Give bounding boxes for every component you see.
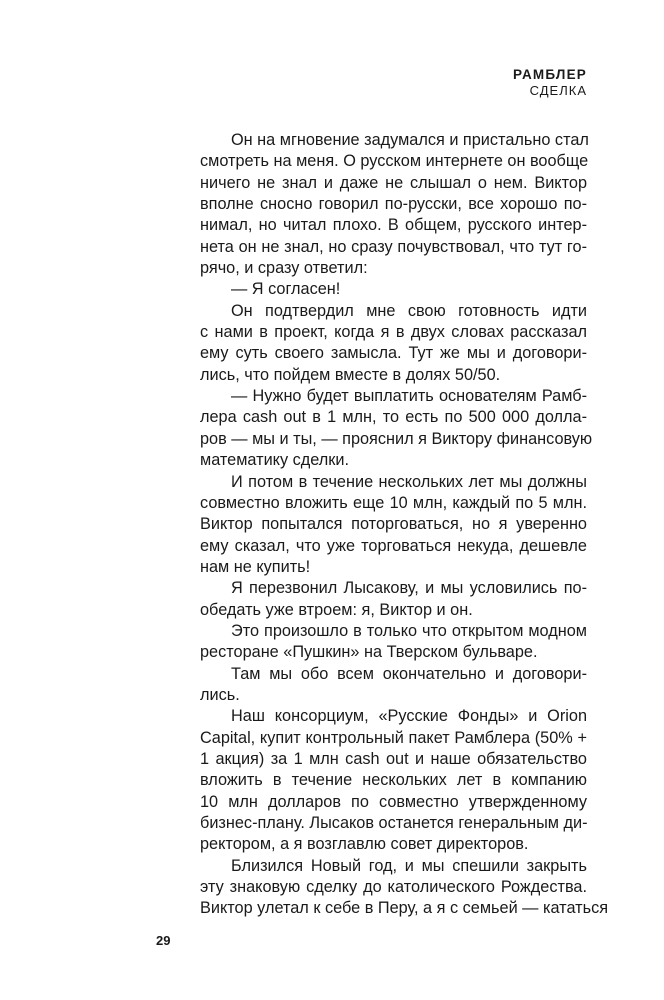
body-text <box>200 130 609 920</box>
text-line: ничего не знал и даже не слышал о нем. Виктор <box>200 173 587 192</box>
text-line: вполне сносно говорил по-русски, все хорошо по- <box>200 195 587 214</box>
text-line: ему сказал, что уже торговаться некуда, дешевле <box>200 536 587 555</box>
text-line: рячо, и сразу ответил: <box>200 259 368 278</box>
running-head <box>513 67 587 99</box>
text-line: Это произошло в только что открытом модном <box>231 621 587 640</box>
text-line: обедать уже втроем: я, Виктор и он. <box>200 600 473 619</box>
text-line: Capital, купит контрольный пакет Рамблера (50% + <box>200 728 587 747</box>
text-line: 10 млн долларов по совместно утвержденному <box>200 792 587 811</box>
text-line: 1 акция) за 1 млн cash out и наше обязательство <box>200 749 587 768</box>
text-line: Я перезвонил Лысакову, и мы условились по- <box>231 579 587 598</box>
text-line: совместно вложить еще 10 млн, каждый по 5 млн. <box>200 493 587 512</box>
running-head-title: РАМБЛЕР <box>512 67 587 82</box>
text-line: бизнес-плану. Лысаков останется генеральным ди- <box>200 814 588 832</box>
text-line: смотреть на меня. О русском интернете он вообще <box>200 152 589 171</box>
text-line: Виктор попытался поторговаться, но я уверенно <box>200 515 587 534</box>
text-line: Близился Новый год, и мы спешили закрыть <box>231 856 587 875</box>
text-line: ров — мы и ты, — прояснил я Виктору финансовую <box>200 429 593 448</box>
text-line: Наш консорциум, «Русские Фонды» и Orion <box>231 707 587 726</box>
text-line: вложить в течение нескольких лет в компанию <box>200 771 587 790</box>
text-line: Виктор улетал к себе в Перу, а я с семьей — кататься <box>200 899 609 918</box>
text-line: лись. <box>200 685 240 704</box>
text-line: нам не купить! <box>200 557 311 576</box>
text-line: эту знаковую сделку до католического Рождества. <box>200 878 587 897</box>
text-line: — Я согласен! <box>231 280 341 299</box>
text-line: Он на мгновение задумался и пристально стал <box>231 131 589 149</box>
text-line: с нами в проект, когда я в двух словах рассказал <box>200 323 587 342</box>
text-line: лись, что пойдем вместе в долях 50/50. <box>200 365 501 384</box>
text-line: ресторане «Пушкин» на Тверском бульваре. <box>200 643 538 662</box>
text-line: — Нужно будет выплатить основателям Рамб- <box>231 387 587 406</box>
text-line: нимал, но читал плохо. В общем, русского интер- <box>200 216 587 235</box>
text-line: ректором, а я возглавлю совет директоров. <box>200 835 529 854</box>
text-line: математику сделки. <box>200 451 350 470</box>
text-line: лера cash out в 1 млн, то есть по 500 000 долла- <box>200 408 587 427</box>
text-line: И потом в течение нескольких лет мы должны <box>231 472 587 491</box>
page-number: 29 <box>156 933 171 948</box>
text-line: Там мы обо всем окончательно и договори- <box>231 664 587 683</box>
text-line: ему суть своего замысла. Тут же мы и договори- <box>200 344 587 363</box>
text-line: Он подтвердил мне свою готовность идти <box>231 301 587 320</box>
running-head-subtitle: СДЕЛКА <box>529 83 587 98</box>
text-line: нета он не знал, но сразу почувствовал, что тут го- <box>200 237 587 256</box>
